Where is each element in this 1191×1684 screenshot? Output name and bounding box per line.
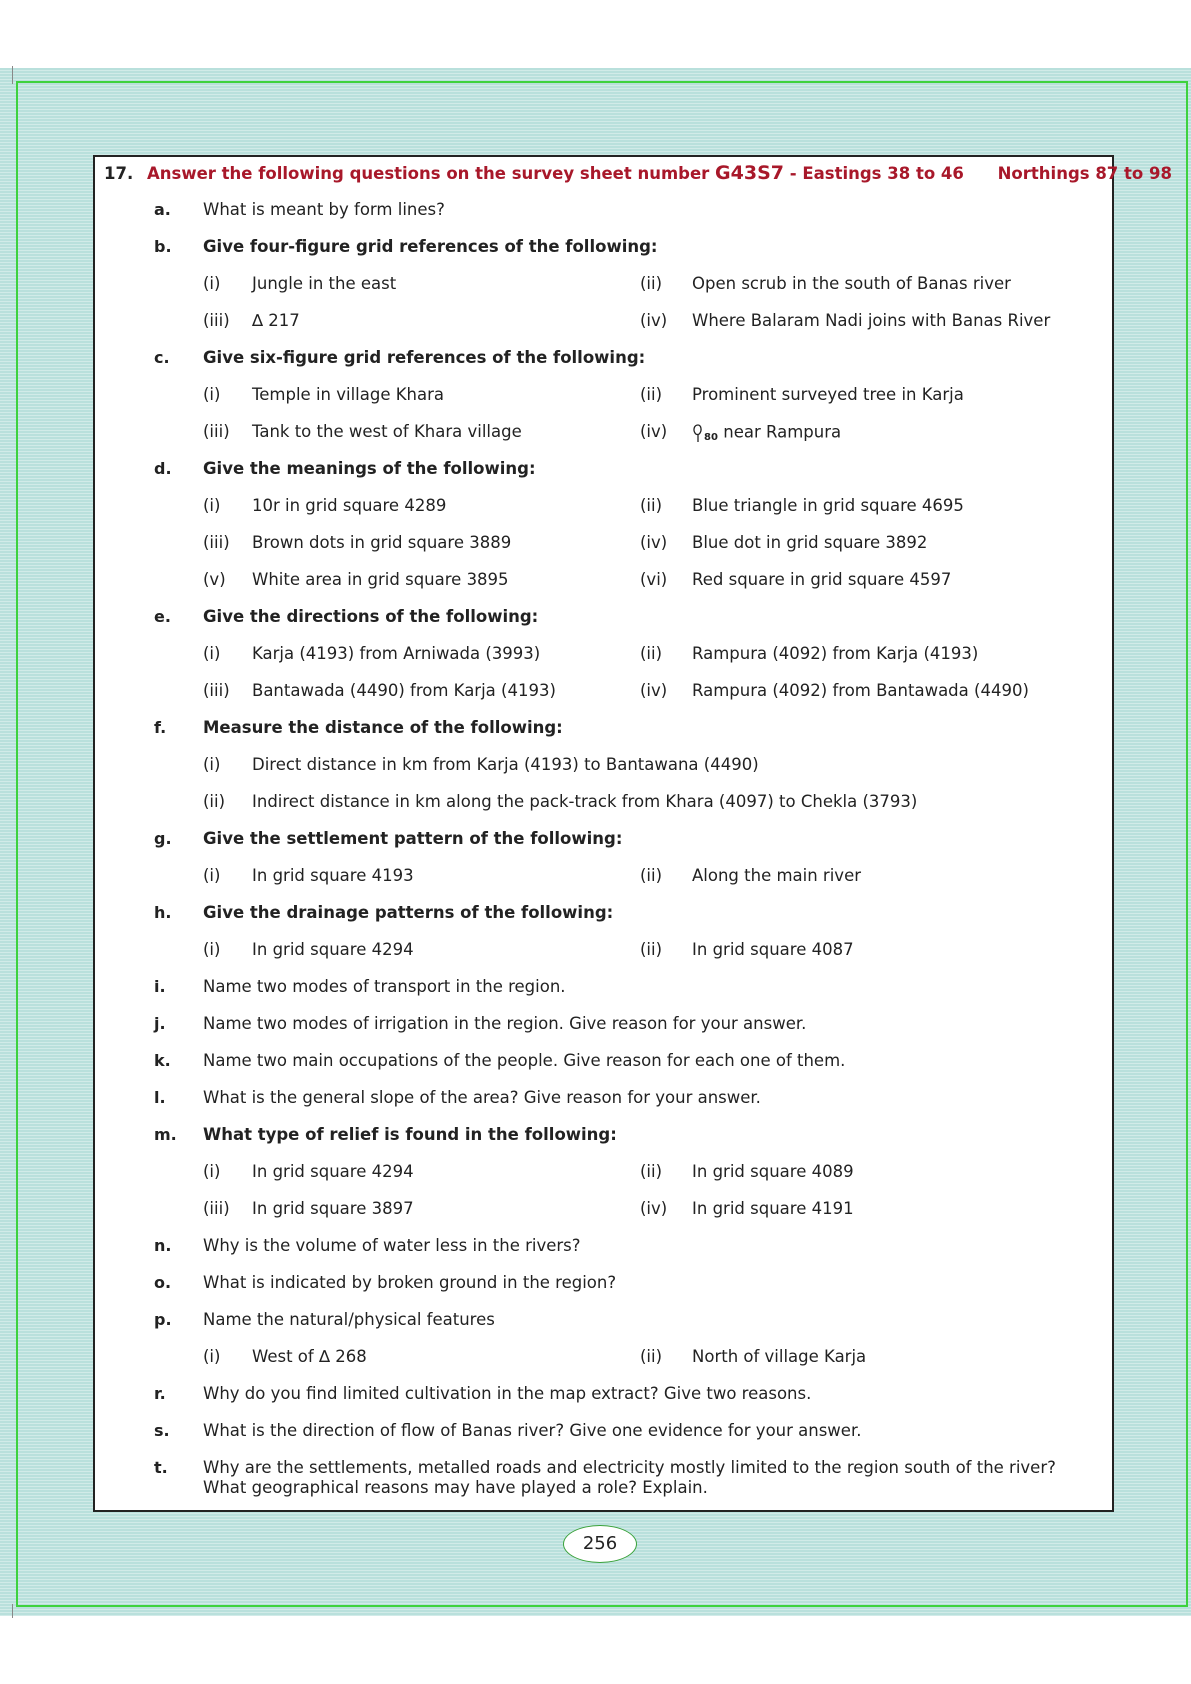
- roman-label: (i): [203, 274, 221, 293]
- roman-label: (iv): [640, 681, 668, 700]
- item-label: k.: [154, 1051, 171, 1070]
- subitem-text: Jungle in the east: [252, 274, 397, 293]
- roman-label: (ii): [640, 496, 663, 515]
- subitem-text: In grid square 4087: [692, 940, 854, 959]
- roman-label: (i): [203, 755, 221, 774]
- sheet-number: G43S7: [715, 162, 784, 184]
- roman-label: (ii): [640, 866, 663, 885]
- subitem-text: In grid square 4193: [252, 866, 414, 885]
- subitem-text: Bantawada (4490) from Karja (4193): [252, 681, 556, 700]
- item-label: o.: [154, 1273, 172, 1292]
- roman-label: (iii): [203, 422, 230, 441]
- item-label: m.: [154, 1125, 177, 1144]
- subitem-text: Along the main river: [692, 866, 862, 885]
- item-label: i.: [154, 977, 166, 996]
- roman-label: (ii): [640, 385, 663, 404]
- question-heading: [104, 162, 1172, 184]
- roman-label: (iii): [203, 681, 230, 700]
- item-label: f.: [154, 718, 167, 737]
- subitem-text: Rampura (4092) from Karja (4193): [692, 644, 979, 663]
- subitem-text: Where Balaram Nadi joins with Banas River: [692, 311, 1051, 330]
- item-text: Why do you find limited cultivation in the map extract? Give two reasons.: [203, 1384, 812, 1403]
- item-text: What is meant by form lines?: [203, 200, 445, 219]
- subitem-text: 10r in grid square 4289: [252, 496, 447, 515]
- roman-label: (ii): [640, 940, 663, 959]
- subitem-text: White area in grid square 3895: [252, 570, 509, 589]
- roman-label: (ii): [640, 274, 663, 293]
- item-text: Name two modes of irrigation in the region. Give reason for your answer.: [203, 1014, 807, 1033]
- subitem-text: In grid square 3897: [252, 1199, 414, 1218]
- subitem-text: Brown dots in grid square 3889: [252, 533, 512, 552]
- item-text: What is the direction of flow of Banas river? Give one evidence for your answer.: [203, 1421, 862, 1440]
- roman-label: (vi): [640, 570, 668, 589]
- subitem-text: ∆ 217: [252, 311, 300, 330]
- roman-label: (iii): [203, 533, 230, 552]
- item-t: [0, 1458, 1191, 1502]
- item-text: Give the settlement pattern of the following:: [203, 829, 623, 848]
- item-text: Give the drainage patterns of the following:: [203, 903, 614, 922]
- roman-label: (iv): [640, 422, 668, 441]
- roman-label: (iii): [203, 311, 230, 330]
- subitem-text: Tank to the west of Khara village: [252, 422, 522, 441]
- roman-label: (i): [203, 866, 221, 885]
- roman-label: (ii): [640, 1162, 663, 1181]
- item-text: What type of relief is found in the following:: [203, 1125, 617, 1144]
- item-label: d.: [154, 459, 172, 478]
- item-label: a.: [154, 200, 171, 219]
- subitem-text: Direct distance in km from Karja (4193) to Bantawana (4490): [252, 755, 759, 774]
- subitem-text: In grid square 4191: [692, 1199, 854, 1218]
- item-text: Measure the distance of the following:: [203, 718, 563, 737]
- crop-mark: [12, 66, 13, 84]
- subitem-text: Blue triangle in grid square 4695: [692, 496, 964, 515]
- item-label: l.: [154, 1088, 166, 1107]
- subitem-text: In grid square 4294: [252, 940, 414, 959]
- item-text: Give four-figure grid references of the following:: [203, 237, 658, 256]
- subitem-text: In grid square 4294: [252, 1162, 414, 1181]
- item-text: Name two modes of transport in the region.: [203, 977, 566, 996]
- roman-label: (iv): [640, 311, 668, 330]
- subitem-text: Indirect distance in km along the pack-track from Khara (4097) to Chekla (3793): [252, 792, 918, 811]
- roman-label: (iii): [203, 1199, 230, 1218]
- subitem-text: In grid square 4089: [692, 1162, 854, 1181]
- subitem-text: Prominent surveyed tree in Karja: [692, 385, 964, 404]
- item-label: h.: [154, 903, 172, 922]
- item-text: Why are the settlements, metalled roads and electricity mostly limited to the region south of the river? What geographical reasons may have played a role? Explain.: [203, 1458, 1056, 1497]
- tree-number: 80: [704, 432, 718, 443]
- roman-label: (i): [203, 940, 221, 959]
- subitem-text: Rampura (4092) from Bantawada (4490): [692, 681, 1029, 700]
- roman-label: (i): [203, 1347, 221, 1366]
- roman-label: (i): [203, 1162, 221, 1181]
- item-text: What is indicated by broken ground in the region?: [203, 1273, 617, 1292]
- subitem-text: Karja (4193) from Arniwada (3993): [252, 644, 541, 663]
- item-text: Name two main occupations of the people. Give reason for each one of them.: [203, 1051, 846, 1070]
- item-label: c.: [154, 348, 170, 367]
- question-prefix: Answer the following questions on the survey sheet number: [146, 164, 710, 183]
- tree-icon: [692, 422, 718, 444]
- item-label: p.: [154, 1310, 172, 1329]
- item-label: s.: [154, 1421, 170, 1440]
- item-text: Give the meanings of the following:: [203, 459, 536, 478]
- item-label: t.: [154, 1458, 168, 1477]
- crop-mark: [12, 1604, 13, 1618]
- item-label: r.: [154, 1384, 166, 1403]
- item-text: Name the natural/physical features: [203, 1310, 495, 1329]
- eastings: - Eastings 38 to 46: [789, 164, 964, 183]
- tree-text: near Rampura: [723, 422, 842, 442]
- roman-label: (iv): [640, 1199, 668, 1218]
- subitem-text: Blue dot in grid square 3892: [692, 533, 928, 552]
- item-label: e.: [154, 607, 171, 626]
- subitem-text: [692, 422, 841, 444]
- item-label: n.: [154, 1236, 172, 1255]
- page-number: 256: [563, 1525, 637, 1563]
- roman-label: (iv): [640, 533, 668, 552]
- item-label: b.: [154, 237, 172, 256]
- item-label: j.: [154, 1014, 166, 1033]
- roman-label: (ii): [640, 644, 663, 663]
- question-number: 17.: [104, 164, 134, 183]
- subitem-text: Open scrub in the south of Banas river: [692, 274, 1011, 293]
- roman-label: (i): [203, 644, 221, 663]
- item-text: What is the general slope of the area? Give reason for your answer.: [203, 1088, 761, 1107]
- roman-label: (ii): [203, 792, 226, 811]
- item-text: Give the directions of the following:: [203, 607, 539, 626]
- subitem-text: West of ∆ 268: [252, 1347, 367, 1366]
- item-label: g.: [154, 829, 172, 848]
- northings: Northings 87 to 98: [997, 164, 1172, 183]
- roman-label: (i): [203, 496, 221, 515]
- roman-label: (i): [203, 385, 221, 404]
- subitem-text: Temple in village Khara: [252, 385, 445, 404]
- roman-label: (v): [203, 570, 226, 589]
- item-text: Why is the volume of water less in the rivers?: [203, 1236, 581, 1255]
- roman-label: (ii): [640, 1347, 663, 1366]
- item-text: Give six-figure grid references of the following:: [203, 348, 646, 367]
- subitem-text: Red square in grid square 4597: [692, 570, 952, 589]
- subitem-text: North of village Karja: [692, 1347, 867, 1366]
